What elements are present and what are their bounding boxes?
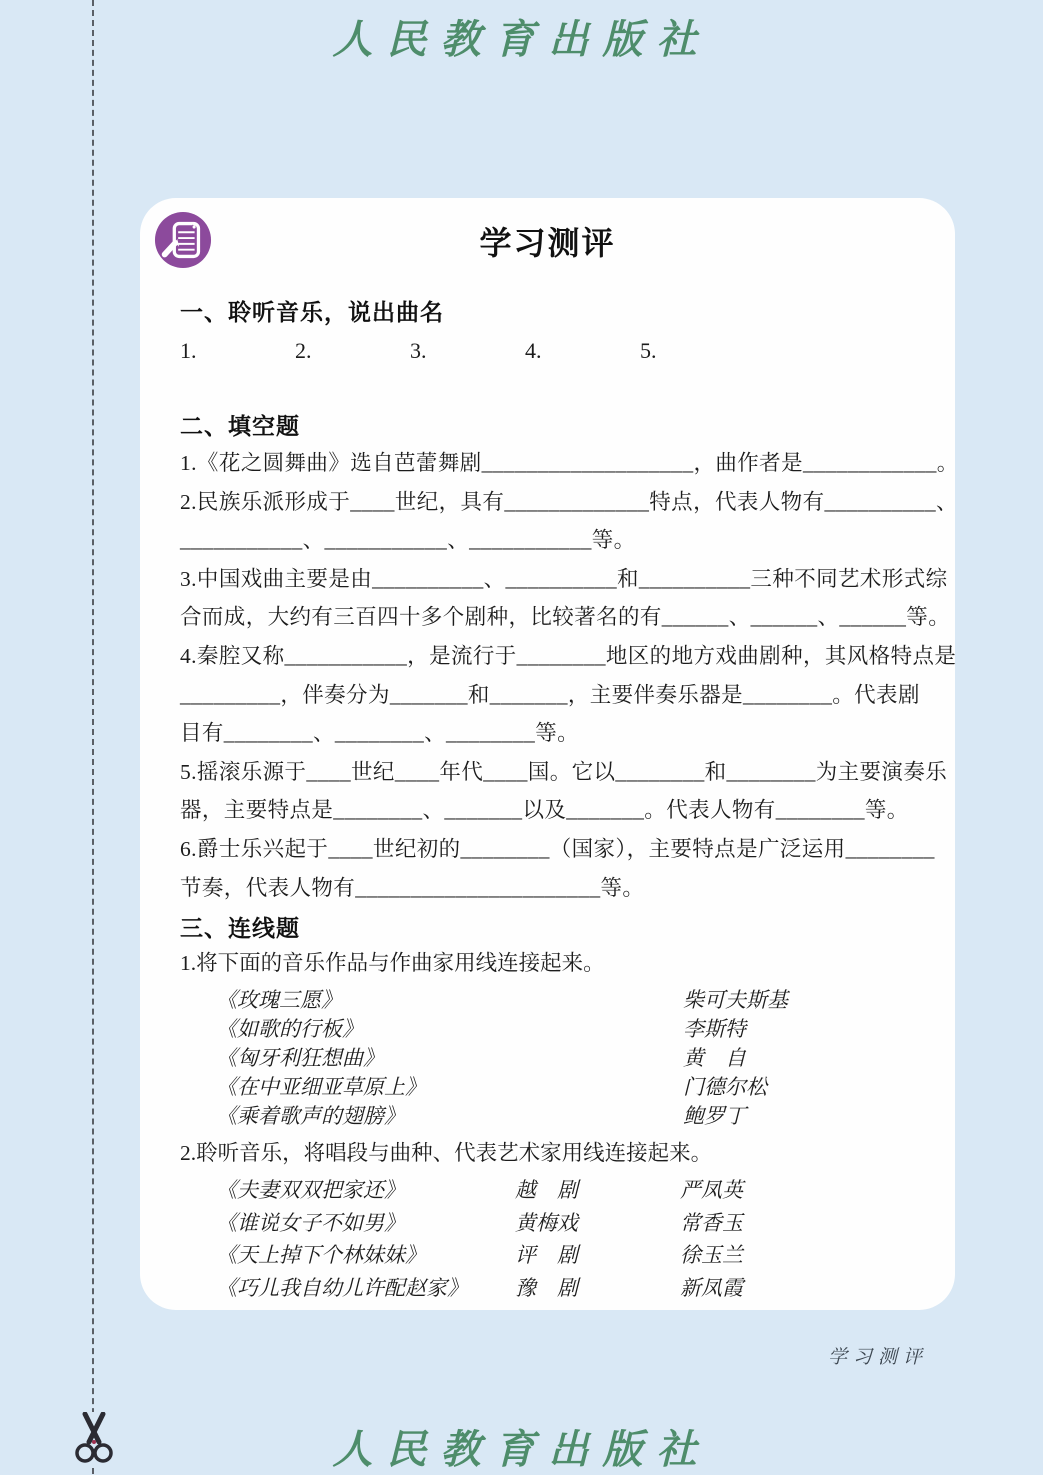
artist-name: 常香玉	[680, 1210, 743, 1235]
matching-list-2	[140, 1174, 900, 1304]
match-row	[140, 1071, 900, 1100]
work-title: 《玫瑰三愿》	[216, 988, 342, 1012]
match-row	[140, 1207, 900, 1240]
answer-number-2: 2.	[295, 338, 312, 363]
fill-line: ___________、___________、___________等。	[180, 528, 636, 553]
fill-line: 5.摇滚乐源于____世纪____年代____国。它以________和________为主要演奏乐	[180, 759, 948, 784]
matching-q1-prompt: 1.将下面的音乐作品与作曲家用线连接起来。	[180, 951, 605, 975]
opera-genre: 豫 剧	[515, 1275, 578, 1300]
answer-number-3: 3.	[410, 338, 427, 363]
fill-line: _________，伴奏分为_______和_______，主要伴奏乐器是________。代表剧	[180, 682, 920, 707]
section3-heading: 三、连线题	[180, 915, 300, 941]
fill-line: 节奏，代表人物有______________________等。	[180, 875, 645, 900]
fill-line: 器，主要特点是________、_______以及_______。代表人物有________等。	[180, 798, 909, 823]
match-row	[140, 1272, 900, 1305]
running-footer: 学习测评	[828, 1347, 929, 1368]
fill-in-blank-lines	[180, 444, 959, 907]
fill-line: 6.爵士乐兴起于____世纪初的________（国家），主要特点是广泛运用________	[180, 836, 935, 861]
work-title: 《在中亚细亚草原上》	[216, 1075, 426, 1099]
composer-name: 门德尔松	[683, 1075, 767, 1099]
match-row	[140, 1239, 900, 1272]
fill-line: 合而成，大约有三百四十多个剧种，比较著名的有______、______、______等。	[180, 605, 951, 630]
composer-name: 柴可夫斯基	[683, 988, 788, 1012]
fill-line: 1.《花之圆舞曲》选自芭蕾舞剧___________________，曲作者是____________。	[180, 451, 959, 475]
aria-title: 《谁说女子不如男》	[216, 1210, 405, 1235]
aria-title: 《天上掉下个林妹妹》	[216, 1243, 426, 1267]
match-row	[140, 1013, 900, 1042]
work-title: 《乘着歌声的翅膀》	[216, 1104, 405, 1128]
section2-heading: 二、填空题	[180, 413, 300, 439]
opera-genre: 越 剧	[515, 1178, 578, 1202]
artist-name: 徐玉兰	[680, 1243, 743, 1267]
publisher-logotype-bottom: 人民教育出版社	[332, 1426, 711, 1473]
composer-name: 李斯特	[683, 1017, 746, 1041]
answer-number-1: 1.	[180, 338, 197, 363]
matching-q2-prompt: 2.聆听音乐，将唱段与曲种、代表艺术家用线连接起来。	[180, 1141, 713, 1165]
aria-title: 《夫妻双双把家还》	[216, 1178, 405, 1202]
match-row	[140, 1042, 900, 1071]
fill-line: 2.民族乐派形成于____世纪，具有_____________特点，代表人物有__________、	[180, 489, 958, 514]
assessment-card	[140, 198, 959, 1310]
opera-genre: 评 剧	[515, 1243, 578, 1267]
trim-dashed-line	[92, 0, 94, 1474]
answer-number-5: 5.	[640, 338, 657, 363]
composer-name: 黄 自	[683, 1046, 746, 1070]
match-row	[140, 1174, 900, 1207]
artist-name: 新凤霞	[680, 1275, 743, 1300]
page-title: 学习测评	[479, 225, 616, 261]
work-title: 《匈牙利狂想曲》	[216, 1046, 384, 1070]
opera-genre: 黄梅戏	[515, 1210, 578, 1235]
answer-number-4: 4.	[525, 338, 542, 363]
fill-line: 目有________、________、________等。	[180, 721, 580, 746]
fill-line: 4.秦腔又称___________，是流行于________地区的地方戏曲剧种，其风格特点是	[180, 643, 957, 668]
matching-list-1	[140, 984, 900, 1129]
fill-line: 3.中国戏曲主要是由__________、__________和__________三种不同艺术形式综	[180, 566, 948, 591]
match-row	[140, 984, 900, 1013]
section1-heading: 一、聆听音乐，说出曲名	[180, 299, 444, 325]
composer-name: 鲍罗丁	[683, 1104, 746, 1128]
publisher-logotype-top: 人民教育出版社	[332, 16, 711, 63]
aria-title: 《巧儿我自幼儿许配赵家》	[216, 1275, 468, 1300]
section1-answer-numbers	[180, 338, 920, 364]
work-title: 《如歌的行板》	[216, 1017, 363, 1041]
artist-name: 严凤英	[680, 1178, 743, 1202]
match-row	[140, 1100, 900, 1129]
